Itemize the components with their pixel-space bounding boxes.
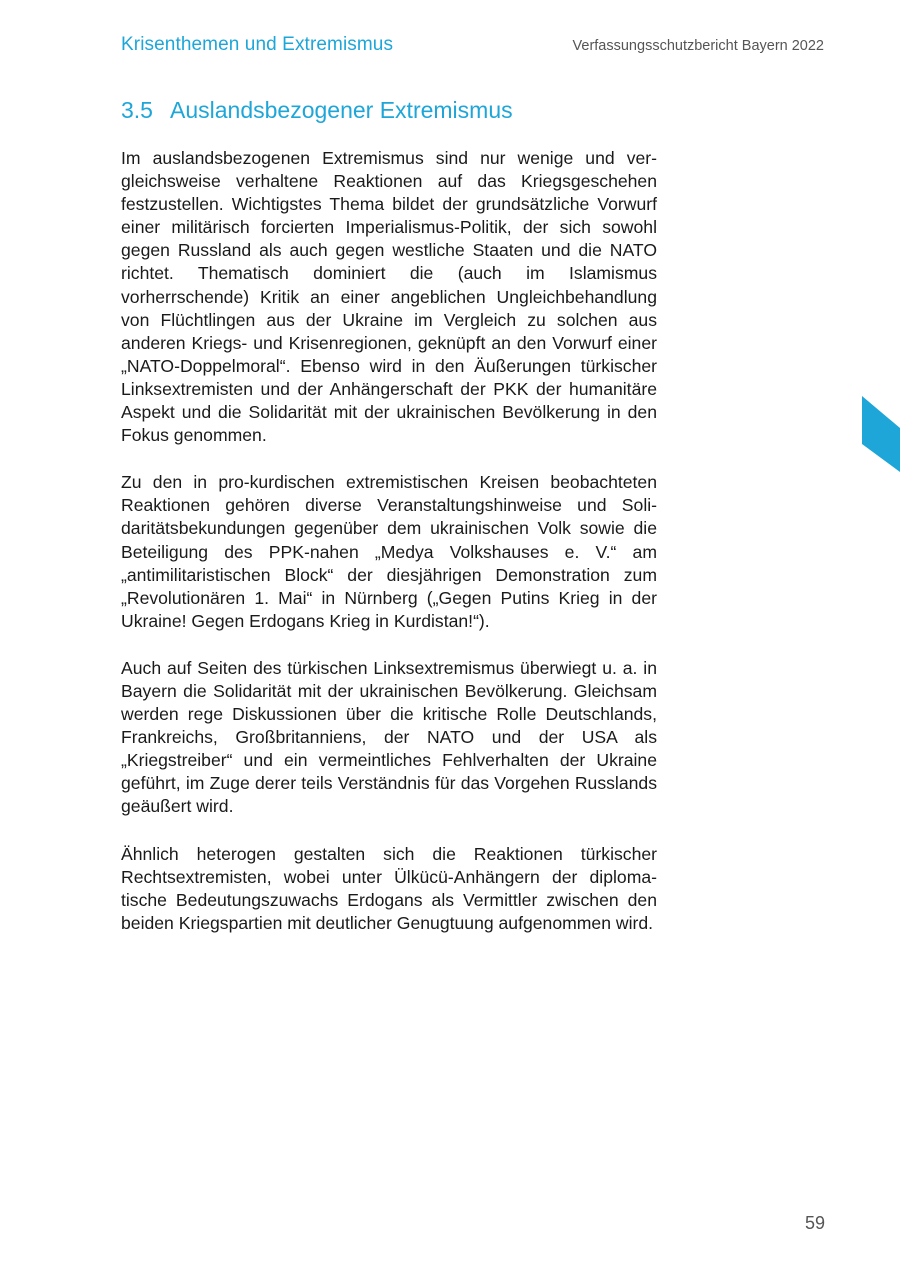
chapter-tab-marker: [862, 396, 900, 472]
section-number: 3.5: [121, 97, 153, 123]
body-text: [121, 147, 657, 959]
section-title: Auslandsbezogener Extremismus: [170, 97, 513, 123]
section-heading: [121, 97, 513, 124]
paragraph: Auch auf Seiten des türkischen Linksextremismus überwiegt u. a. in Bayern die Solidarität mit der ukrainischen Bevölkerung. Gleichsam werden rege Diskussionen über die kritische Rolle Deutschlands, Frankreichs, Großbritanniens, der NATO und der USA als „Kriegstreiber“ und ein vermeintliches Fehlverhalten der Ukraine geführt, im Zuge derer teils Verständnis für das Vorgehen Russlands geäußert wird.: [121, 657, 657, 817]
paragraph: Im auslandsbezogenen Extremismus sind nur wenige und vergleichsweise verhaltene Reaktionen auf das Kriegsgeschehen festzustellen. Wichtigstes Thema bildet der grundsätzliche Vorwurf einer militärisch forcierten Imperialismus-Politik, der sich sowohl gegen Russland als auch gegen westliche Staaten und die NATO richtet. Thematisch dominiert die (auch im Islamismus vorherrschende) Kritik an einer angeblichen Ungleichbehandlung von Flüchtlingen aus der Ukraine im Vergleich zu solchen aus anderen Kriegs- und Krisenregionen, geknüpft an den Vorwurf einer „NATO-Doppelmoral“. Ebenso wird in den Äußerungen türkischer Linksextremisten und der Anhängerschaft der PKK der humanitäre Aspekt und die Solidarität mit der ukrainischen Bevölkerung in den Fokus genommen.: [121, 148, 657, 446]
paragraph: Ähnlich heterogen gestalten sich die Reaktionen türkischer Rechtsextremisten, wobei unter Ülkücü-Anhängern der diplomatische Bedeutungszuwachs Erdogans als Vermittler zwischen den beiden Kriegspartien mit deutlicher Genugtuung aufgenommen wird.: [121, 843, 657, 933]
running-header-publication: Verfassungsschutzbericht Bayern 2022: [572, 38, 824, 54]
running-header-chapter: Krisenthemen und Extremismus: [121, 34, 394, 55]
page-number: 59: [804, 1213, 825, 1233]
paragraph: Zu den in pro-kurdischen extremistischen Kreisen beobachteten Reaktionen gehören diverse Veranstaltungshinweise und Solidaritätsbekundungen gegenüber dem ukrainischen Volk sowie die Beteiligung des PPK-nahen „Medya Volkshauses e. V.“ am „antimilitaristischen Block“ der diesjährigen Demonstration zum „Revolutionären 1. Mai“ in Nürnberg („Gegen Putins Krieg in der Ukraine! Gegen Erdogans Krieg in Kurdistan!“).: [121, 472, 657, 631]
chapter-tab-shape: [862, 396, 900, 472]
